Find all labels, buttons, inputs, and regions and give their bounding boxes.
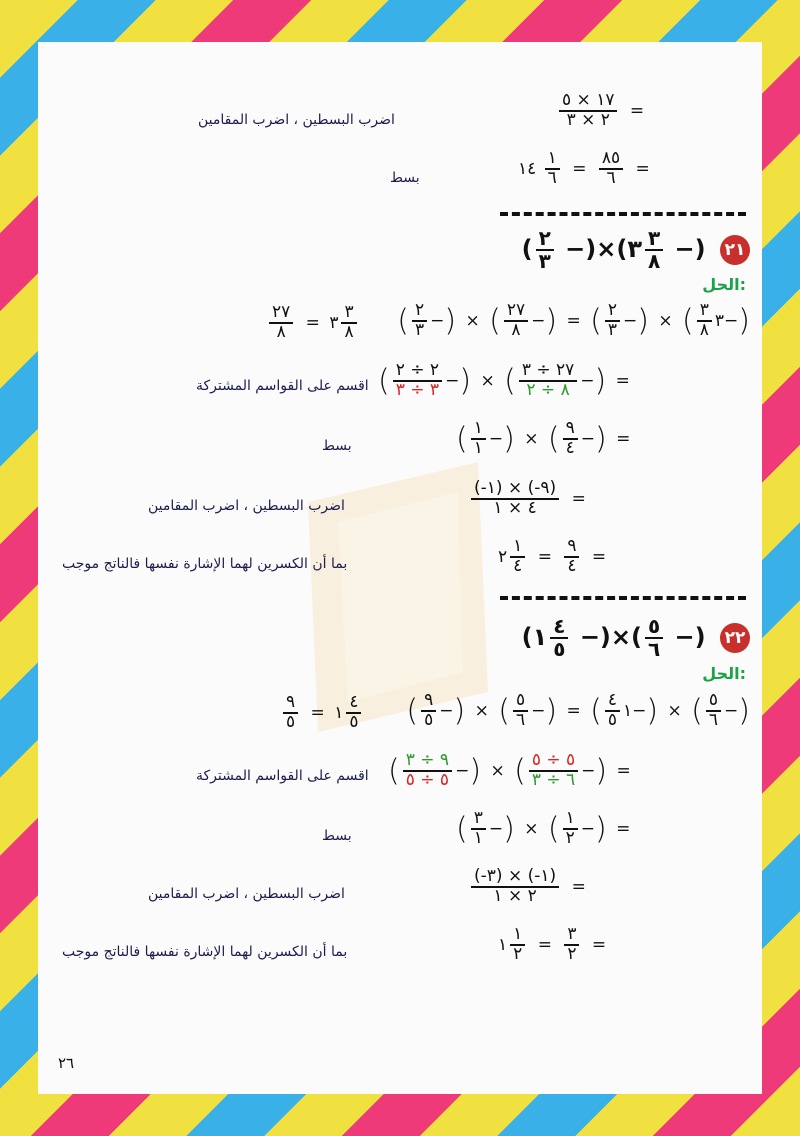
ex21-row-2: = (− $\frac{٢٧ \div ٣}{٨ \div ٢}$ ) × (− $\frac{٢ \div ٢}{٣ \div ٣}$ )	[378, 360, 630, 400]
note: بسط	[390, 170, 420, 186]
ex21-side-conversion: $\frac{٣}{٨}$ ٣ = $\frac{٢٧}{٨}$	[266, 304, 360, 342]
frac-num: ٩	[563, 420, 578, 440]
mixed-whole: ٣	[714, 310, 725, 331]
frac-num: ٢ ÷ ٢	[393, 362, 442, 382]
mixed-whole: ١	[498, 934, 508, 955]
note: اقسم على القواسم المشتركة	[196, 378, 369, 394]
frac-den: ٤	[565, 437, 575, 458]
mixed-whole: ١٤	[518, 158, 537, 179]
frac-den: ٥	[349, 711, 359, 732]
frac-den: ٥	[286, 711, 296, 732]
ex21-row-5: = $\frac{٩}{٤}$ = $\frac{١}{٤}$ ٢	[498, 536, 607, 576]
frac-num: ٩	[421, 692, 436, 712]
frac-den: ٢	[565, 827, 575, 848]
mixed-whole: ١	[623, 700, 633, 721]
frac-num: (١-) × (٣-)	[471, 868, 559, 888]
divider	[500, 212, 746, 216]
frac-num: ٣	[697, 302, 712, 322]
solution-label: الحل:	[702, 275, 746, 294]
frac-den: ٢	[567, 943, 577, 964]
frac-den: ١	[473, 827, 483, 848]
frac-den: ٦	[606, 167, 616, 188]
frac-num: ٤	[605, 692, 620, 712]
frac-num: ٥	[513, 692, 528, 712]
note: بما أن الكسرين لهما الإشارة نفسها فالناتج موجب	[62, 556, 348, 572]
page	[38, 42, 762, 1094]
ex22-row-5: = $\frac{٣}{٢}$ = $\frac{١}{٢}$ ١	[498, 924, 607, 964]
mixed-whole: ٣	[329, 312, 339, 333]
mixed-whole: ٢	[498, 546, 508, 567]
frac-den: ٦ ÷ ٣	[531, 769, 576, 790]
exercise-number-badge: ٢٢	[720, 623, 750, 653]
frac-num: ٣	[341, 304, 356, 324]
frac-den: ٣ ÷ ٣	[395, 379, 440, 400]
frac-num: ٣	[645, 228, 663, 251]
frac-num: ٣	[564, 926, 579, 946]
frac-num: ٤	[550, 616, 568, 639]
frac-num: ٩	[283, 694, 298, 714]
note: اضرب البسطين ، اضرب المقامين	[198, 112, 395, 128]
frac-num: ٩	[564, 538, 579, 558]
frac-num: ١٧ × ٥	[559, 92, 617, 112]
frac-den: ٦	[708, 709, 719, 730]
frac-den: ٢ × ١	[493, 885, 537, 906]
ex21-row-1: (−٣ $\frac{٣}{٨}$ ) × (− $\frac{٢}{٣}$ ) = (− $\frac{٢٧}{٨}$ ) × (− $\frac{٢}{٣}$ )	[397, 300, 750, 340]
frac-den: ٦	[647, 637, 661, 661]
ex21-row-3: = (− $\frac{٩}{٤}$ ) × (− $\frac{١}{١}$ )	[456, 418, 631, 458]
frac-den: ٣	[414, 319, 425, 340]
page-number: ٢٦	[58, 1054, 75, 1072]
frac-den: ٤	[567, 555, 577, 576]
note: بسط	[322, 438, 352, 454]
frac-num: ١	[510, 538, 525, 558]
frac-den: ٨ ÷ ٢	[526, 379, 570, 400]
divider	[500, 596, 746, 600]
mixed-whole: ١	[334, 702, 344, 723]
frac-num: ٥	[645, 616, 663, 639]
frac-num: ٣	[471, 810, 486, 830]
top-row-1: = $\frac{١٧ \times ٥}{٢ \times ٣}$	[556, 92, 648, 130]
frac-den: ٨	[276, 321, 286, 342]
frac-num: ١	[510, 926, 525, 946]
top-row-2: = $\frac{٨٥}{٦}$ = $\frac{١}{٦}$ ١٤	[518, 148, 650, 188]
frac-num: ٢٧	[269, 304, 293, 324]
exercise-22-title: ٢٢ (− $\frac{٥}{٦}$ )×(− $\frac{٤}{٥}$ ١)	[522, 616, 750, 660]
frac-num: ٨٥	[599, 150, 623, 170]
frac-den: ٤	[513, 555, 523, 576]
frac-num: ٢	[412, 302, 427, 322]
frac-num: ١	[471, 420, 486, 440]
ex21-row-4: = $\frac{(٩-) \times (١-)}{٤ \times ١}$	[468, 480, 590, 518]
frac-num: ٤	[346, 694, 361, 714]
frac-den: ٢	[513, 943, 523, 964]
frac-den: ٨	[511, 319, 521, 340]
frac-num: ٢٧ ÷ ٣	[519, 362, 577, 382]
frac-den: ٢ × ٣	[566, 109, 610, 130]
frac-den: ٦	[515, 709, 526, 730]
frac-den: ٨	[699, 319, 709, 340]
frac-num: ٥	[706, 692, 721, 712]
ex22-row-2: = (− $\frac{٥ \div ٥}{٦ \div ٣}$ ) × (− $\frac{٩ \div ٣}{٥ \div ٥}$ )	[388, 750, 631, 790]
frac-num: ١	[563, 810, 578, 830]
note: اقسم على القواسم المشتركة	[196, 768, 369, 784]
frac-den: ٥	[553, 637, 566, 661]
frac-num: ١	[545, 150, 560, 170]
ex22-side-conversion: $\frac{٤}{٥}$ ١ = $\frac{٩}{٥}$	[280, 694, 364, 732]
frac-num: ٢	[536, 228, 554, 251]
frac-den: ١	[473, 437, 483, 458]
frac-den: ٥ ÷ ٥	[405, 769, 450, 790]
note: بسط	[322, 828, 352, 844]
frac-den: ٨	[344, 321, 354, 342]
frac-den: ٣	[538, 249, 551, 273]
frac-num: ٢	[605, 302, 620, 322]
ex22-row-1: (− $\frac{٥}{٦}$ ) × (−١ $\frac{٤}{٥}$ ) = (− $\frac{٥}{٦}$ ) × (− $\frac{٩}{٥}$ )	[406, 690, 750, 730]
frac-den: ٣	[607, 319, 617, 340]
frac-den: ٥	[424, 709, 434, 730]
note: اضرب البسطين ، اضرب المقامين	[148, 498, 345, 514]
exercise-21-title: ٢١ (− $\frac{٣}{٨}$ ٣)×(− $\frac{٢}{٣}$ )	[522, 228, 750, 272]
note: بما أن الكسرين لهما الإشارة نفسها فالناتج موجب	[62, 944, 348, 960]
note: اضرب البسطين ، اضرب المقامين	[148, 886, 345, 902]
frac-num: ٢٧	[504, 302, 528, 322]
frac-den: ٨	[647, 249, 661, 273]
exercise-number-badge: ٢١	[720, 235, 750, 265]
frac-den: ٥	[607, 709, 617, 730]
frac-num: ٩ ÷ ٣	[403, 752, 452, 772]
frac-den: ٤ × ١	[493, 497, 537, 518]
frac-num: (٩-) × (١-)	[471, 480, 559, 500]
frac-num: ٥ ÷ ٥	[529, 752, 578, 772]
ex22-row-4: = $\frac{(١-) \times (٣-)}{٢ \times ١}$	[468, 868, 590, 906]
mixed-whole: ١	[532, 623, 548, 651]
solution-label: الحل:	[702, 664, 746, 683]
mixed-whole: ٣	[627, 235, 642, 263]
frac-den: ٦	[547, 167, 557, 188]
ex22-row-3: = (− $\frac{١}{٢}$ ) × (− $\frac{٣}{١}$ )	[456, 808, 631, 848]
